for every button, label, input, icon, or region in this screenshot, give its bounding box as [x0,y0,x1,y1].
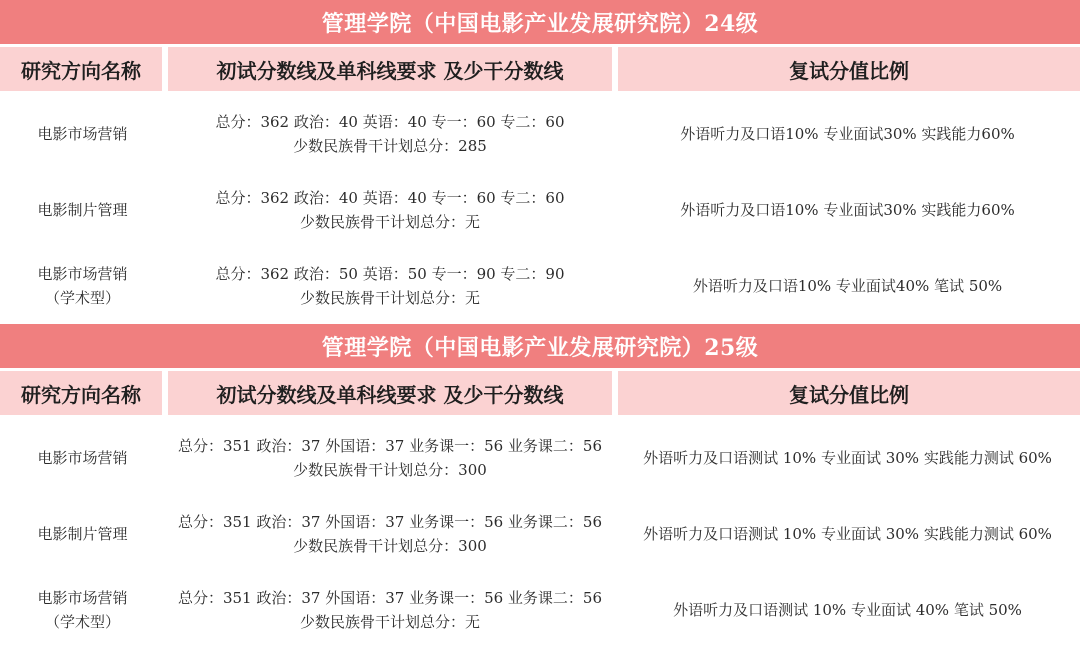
score-line: 总分：351 政治：37 外国语：37 业务课一：56 业务课二：56 [177,437,603,455]
direction-name: 电影制片管理 [37,201,128,219]
direction-cell [0,522,165,546]
ratio-cell [615,274,1080,298]
header-retest-ratio: 复试分值比例 [618,371,1080,415]
ratio-cell [615,522,1080,546]
direction-type: （学术型） [44,613,120,631]
score-cell [165,186,615,234]
table-row [0,96,1080,172]
header-score-lines: 初试分数线及单科线要求 及少干分数线 [168,47,612,91]
ratio-cell [615,122,1080,146]
minority-score-line: 少数民族骨干计划总分：无 [299,613,480,631]
ratio-text: 外语听力及口语测试 10% 专业面试 40% 笔试 50% [673,601,1022,619]
score-cell [165,510,615,558]
direction-name: 电影市场营销 [37,265,128,283]
minority-score-line: 少数民族骨干计划总分：300 [293,537,487,555]
minority-score-line: 少数民族骨干计划总分：无 [299,289,480,307]
table-row [0,172,1080,248]
table-row [0,248,1080,324]
score-line: 总分：351 政治：37 外国语：37 业务课一：56 业务课二：56 [177,589,603,607]
table-section-25 [0,324,1080,648]
header-retest-ratio: 复试分值比例 [618,47,1080,91]
score-line: 总分：362 政治：40 英语：40 专一：60 专二：60 [215,113,565,131]
header-direction: 研究方向名称 [0,47,162,91]
minority-score-line: 少数民族骨干计划总分：300 [293,461,487,479]
minority-score-line: 少数民族骨干计划总分：无 [299,213,480,231]
direction-name: 电影市场营销 [37,449,128,467]
ratio-text: 外语听力及口语10% 专业面试40% 笔试 50% [692,277,1003,295]
direction-cell [0,122,165,146]
score-cell [165,110,615,158]
ratio-text: 外语听力及口语测试 10% 专业面试 30% 实践能力测试 60% [643,525,1052,543]
header-direction: 研究方向名称 [0,371,162,415]
table-row [0,420,1080,496]
direction-cell [0,586,165,634]
score-line: 总分：351 政治：37 外国语：37 业务课一：56 业务课二：56 [177,513,603,531]
minority-score-line: 少数民族骨干计划总分：285 [293,137,487,155]
direction-name: 电影市场营销 [37,589,128,607]
table-header-row [0,44,1080,96]
ratio-cell [615,598,1080,622]
direction-cell [0,262,165,310]
direction-type: （学术型） [44,289,120,307]
ratio-cell [615,198,1080,222]
direction-cell [0,198,165,222]
ratio-text: 外语听力及口语10% 专业面试30% 实践能力60% [680,125,1015,143]
ratio-cell [615,446,1080,470]
direction-name: 电影制片管理 [37,525,128,543]
ratio-text: 外语听力及口语测试 10% 专业面试 30% 实践能力测试 60% [643,449,1052,467]
table-row [0,572,1080,648]
direction-cell [0,446,165,470]
score-cell [165,434,615,482]
header-score-lines: 初试分数线及单科线要求 及少干分数线 [168,371,612,415]
score-cell [165,262,615,310]
section-title-banner: 管理学院（中国电影产业发展研究院）24级 [0,0,1080,44]
section-title-banner: 管理学院（中国电影产业发展研究院）25级 [0,324,1080,368]
score-line: 总分：362 政治：50 英语：50 专一：90 专二：90 [215,265,565,283]
table-section-24 [0,0,1080,324]
score-line: 总分：362 政治：40 英语：40 专一：60 专二：60 [215,189,565,207]
ratio-text: 外语听力及口语10% 专业面试30% 实践能力60% [680,201,1015,219]
direction-name: 电影市场营销 [37,125,128,143]
table-row [0,496,1080,572]
table-header-row [0,368,1080,420]
score-cell [165,586,615,634]
